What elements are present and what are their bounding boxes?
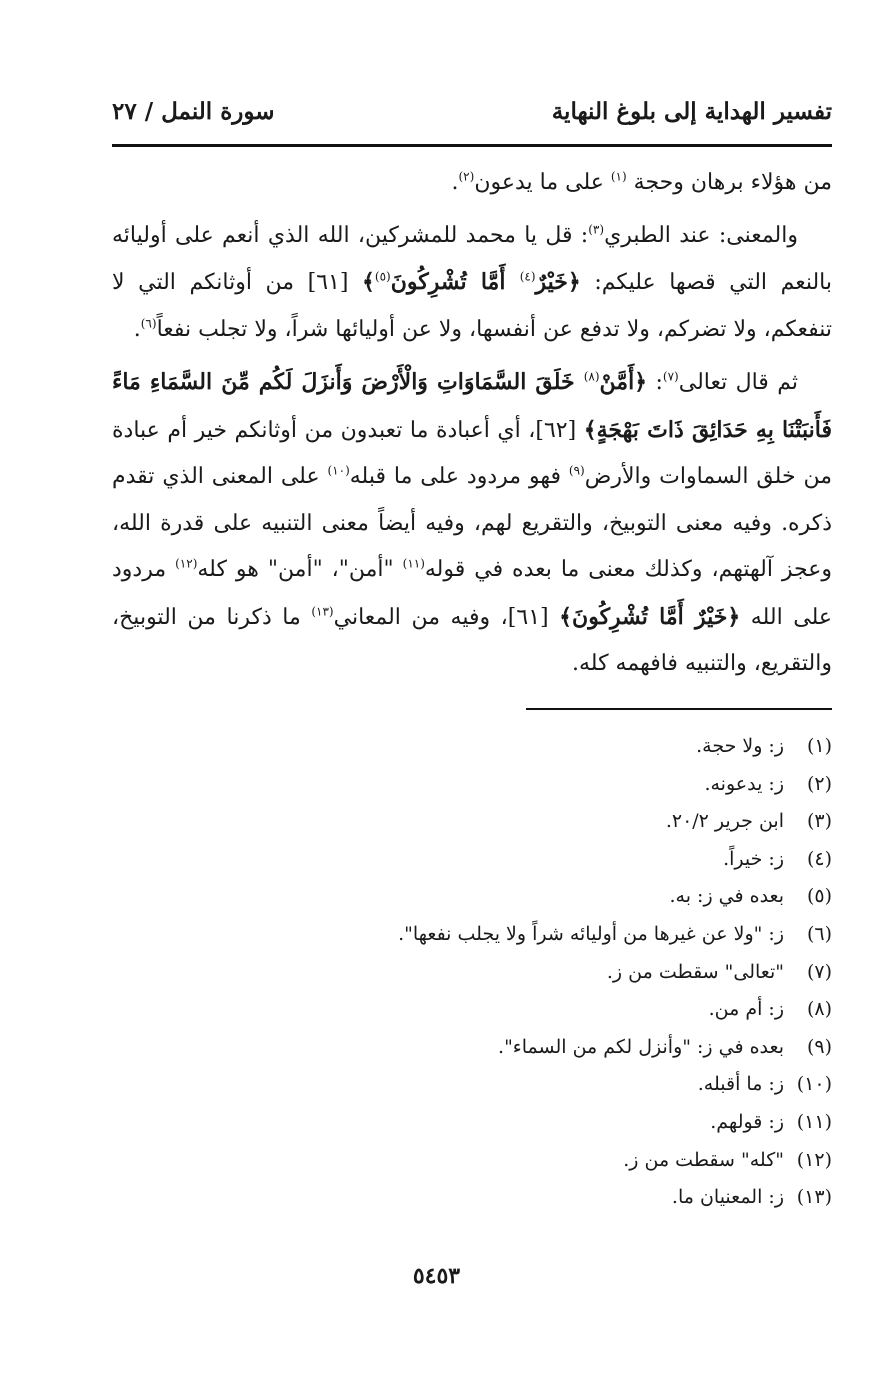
footnote-number: (٥): [806, 885, 832, 908]
paragraph: [112, 213, 832, 354]
footnote-marker: (٣): [588, 222, 605, 237]
footnote-item: [300, 728, 832, 766]
footnote-item: [300, 1104, 832, 1142]
text-segment: [٦١] من أوثانكم التي لا تنفعكم، ولا تضركم، ولا تدفع عن أنفسها، ولا عن أوليائها شراً، ولا تجلب نفعاً: [112, 270, 832, 342]
quran-verse: ﴿أَمَّنْ: [599, 369, 648, 395]
footnote-item: [300, 954, 832, 992]
footnote-text: ز: قولهم.: [710, 1110, 784, 1133]
footnote-number: (٤): [806, 847, 832, 870]
text-segment: [٦١]، وفيه من المعاني: [333, 604, 560, 630]
footnote-item: [300, 878, 832, 916]
quran-verse: ﴿خَيْرٌ: [535, 269, 581, 295]
footnote-number: (١): [806, 735, 832, 757]
footnote-marker: (١٣): [311, 604, 334, 619]
footnote-text: بعده في ز: به.: [669, 885, 784, 908]
footnote-divider: [526, 708, 832, 710]
footnote-item: [300, 1029, 832, 1067]
footnote-marker: (١٠): [327, 463, 350, 478]
footnote-text: "كله" سقطت من ز.: [623, 1148, 784, 1171]
footnote-number: (٧): [806, 960, 832, 983]
footnote-marker: (٨): [583, 369, 600, 384]
text-segment: والمعنى: عند الطبري: [604, 222, 798, 248]
footnote-text: "تعالى" سقطت من ز.: [606, 960, 784, 983]
footnote-number: (١١): [796, 1110, 832, 1133]
footnote-marker: (١١): [402, 556, 425, 571]
footnote-item: [300, 841, 832, 879]
footnote-marker: (٧): [662, 369, 679, 384]
footnote-number: (٣): [806, 810, 832, 833]
page-number: ٥٤٥٣: [412, 1263, 461, 1289]
footnote-item: [300, 991, 832, 1029]
footnote-number: (٢): [806, 772, 832, 795]
running-header: [112, 98, 832, 132]
footnote-item: [300, 1179, 832, 1217]
surah-reference: سورة النمل / ٢٧: [112, 98, 275, 125]
text-segment: من هؤلاء برهان وحجة: [626, 170, 832, 195]
footnote-text: بعده في ز: "وأنزل لكم من السماء".: [498, 1035, 784, 1058]
footnote-marker: (١٢): [175, 556, 198, 571]
text-segment: على المعنى الذي تقدم ذكره. وفيه معنى التوبيخ، والتقريع لهم، وفيه أيضاً معنى التنبيه على قدرة الله، وعجز آلهتهم، وكذلك معنى ما بعده في قوله: [112, 464, 832, 582]
text-segment: مردود على الله: [112, 557, 832, 630]
footnote-marker: (٢): [458, 169, 475, 184]
footnote-text: ز: "ولا عن غيرها من أوليائه شراً ولا يجلب نفعها".: [398, 922, 784, 945]
paragraph: [112, 160, 832, 207]
footnote-marker: (٩): [568, 463, 585, 478]
quran-verse: ﴿خَيْرٌ أَمَّا تُشْرِكُونَ﴾: [559, 603, 741, 630]
footnote-marker: (١): [610, 169, 627, 184]
quran-verse: أَمَّا تُشْرِكُونَ: [390, 269, 520, 295]
text-segment: "أمن"، "أمن" هو كله: [197, 557, 403, 582]
footnote-text: ز: المعنيان ما.: [671, 1186, 784, 1209]
footnote-text: ز: أم من.: [708, 998, 784, 1021]
text-segment: ما ذكرنا من التوبيخ، والتقريع، والتنبيه فافهمه كله.: [112, 604, 832, 676]
book-title: تفسير الهداية إلى بلوغ النهاية: [551, 98, 832, 125]
footnotes-list: [300, 728, 832, 1217]
footnote-text: ز: يدعونه.: [704, 772, 784, 795]
footnote-number: (٨): [806, 998, 832, 1021]
text-segment: ثم قال تعالى: [678, 370, 799, 395]
footnote-number: (٦): [806, 922, 832, 945]
text-segment: : قل يا محمد للمشركين، الله الذي أنعم على أوليائه بالنعم التي قصها عليكم:: [112, 222, 832, 295]
footnote-item: [300, 916, 832, 954]
quran-verse: ﴾: [362, 269, 375, 295]
footnote-number: (١٣): [796, 1186, 832, 1209]
footnote-text: ابن جرير ٢٠/٢.: [665, 810, 784, 833]
text-segment: فهو مردود على ما قبله: [349, 464, 569, 489]
paragraph: [112, 359, 832, 688]
footnote-item: [300, 1066, 832, 1104]
text-segment: .: [451, 170, 459, 195]
footnote-item: [300, 803, 832, 841]
footnote-text: ز: خيراً.: [723, 847, 784, 870]
footnote-item: [300, 1142, 832, 1180]
footnote-marker: (٦): [140, 316, 157, 331]
header-divider: [112, 144, 832, 147]
text-segment: :: [647, 370, 663, 395]
footnote-text: ز: ما أقبله.: [697, 1073, 784, 1096]
footnote-marker: (٥): [374, 269, 391, 284]
text-segment: .: [133, 316, 141, 342]
text-segment: [٦٢]، أي أعبادة ما تعبدون من أوثانكم خير أم عبادة من خلق السماوات والأرض: [112, 417, 832, 489]
quran-verse: خَلَقَ السَّمَاوَاتِ وَالْأَرْضَ وَأَنزَلَ لَكُم مِّنَ السَّمَاءِ مَاءً فَأَنبَتْنَا بِهِ حَدَائِقَ ذَاتَ بَهْجَةٍ﴾: [112, 369, 832, 443]
footnote-number: (١٢): [796, 1148, 832, 1171]
footnote-number: (٩): [806, 1035, 832, 1058]
footnote-item: [300, 766, 832, 804]
footnote-text: ز: ولا حجة.: [696, 735, 784, 757]
footnote-marker: (٤): [519, 269, 536, 284]
footnote-number: (١٠): [796, 1073, 832, 1096]
text-segment: على ما يدعون: [474, 170, 611, 195]
main-text: [112, 160, 832, 694]
